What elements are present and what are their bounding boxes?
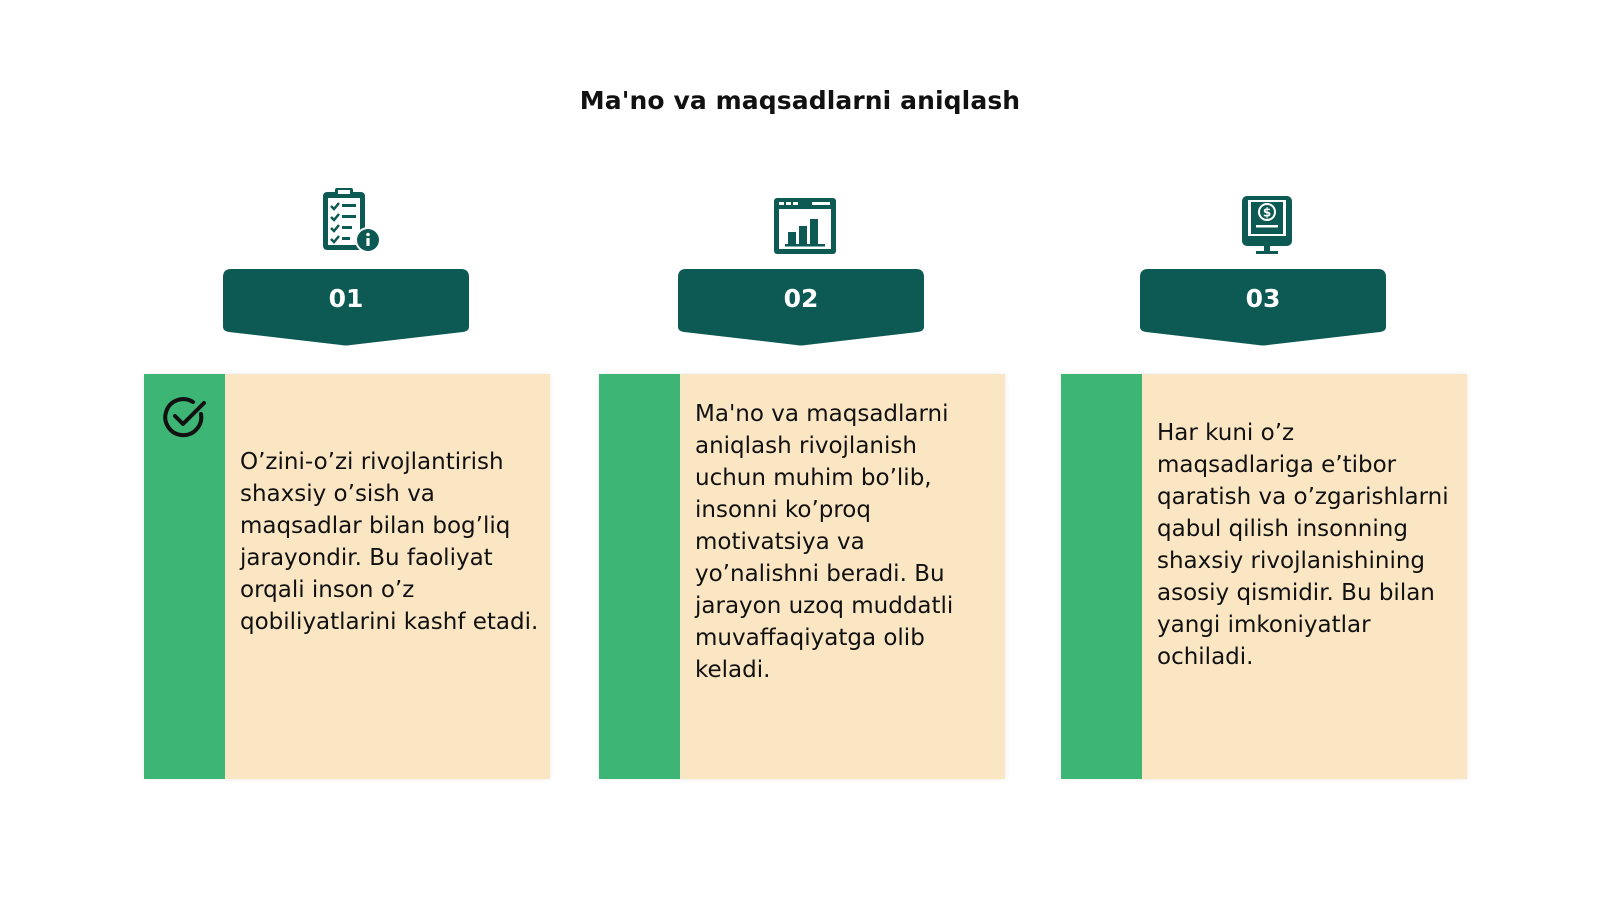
step-card [1061, 374, 1467, 779]
dollar-monitor-icon [1234, 186, 1300, 256]
step-card [144, 374, 550, 779]
step-description: Har kuni o’z maqsadlariga e’tibor qaratish va o’zgarishlarni qabul qilish insonning shaxsiy rivojlanishining asosiy qismidir. Bu bilan yangi imkoniyatlar ochiladi. [1157, 420, 1449, 670]
card-accent-stripe [599, 374, 680, 779]
step-number-tab [678, 269, 924, 347]
card-accent-stripe [1061, 374, 1142, 779]
step-column-3 [1061, 0, 1467, 900]
step-number: 02 [783, 284, 819, 313]
bar-chart-window-icon [772, 186, 838, 256]
step-description: Ma'no va maqsadlarni aniqlash rivojlanish uchun muhim bo’lib, insonni ko’proq motivatsiya va yo’nalishni beradi. Bu jarayon uzoq muddatli muvaffaqiyatga olib keladi. [695, 401, 954, 683]
step-number: 03 [1245, 284, 1281, 313]
step-number: 01 [328, 284, 364, 313]
step-card [599, 374, 1005, 779]
step-description: O’zini-o’zi rivojlantirish shaxsiy o’sish va maqsadlar bilan bog’liq jarayondir. Bu faoliyat orqali inson o’z qobiliyatlarini kashf etadi. [240, 449, 539, 635]
step-number-tab [223, 269, 469, 347]
step-column-2 [599, 0, 1005, 900]
clipboard-checklist-info-icon [317, 186, 383, 256]
svg-text:$: $ [1262, 205, 1272, 220]
page-title: Ma'no va maqsadlarni aniqlash [579, 86, 1021, 115]
step-column-1 [144, 0, 550, 900]
check-circle-icon [160, 392, 210, 442]
step-number-tab [1140, 269, 1386, 347]
